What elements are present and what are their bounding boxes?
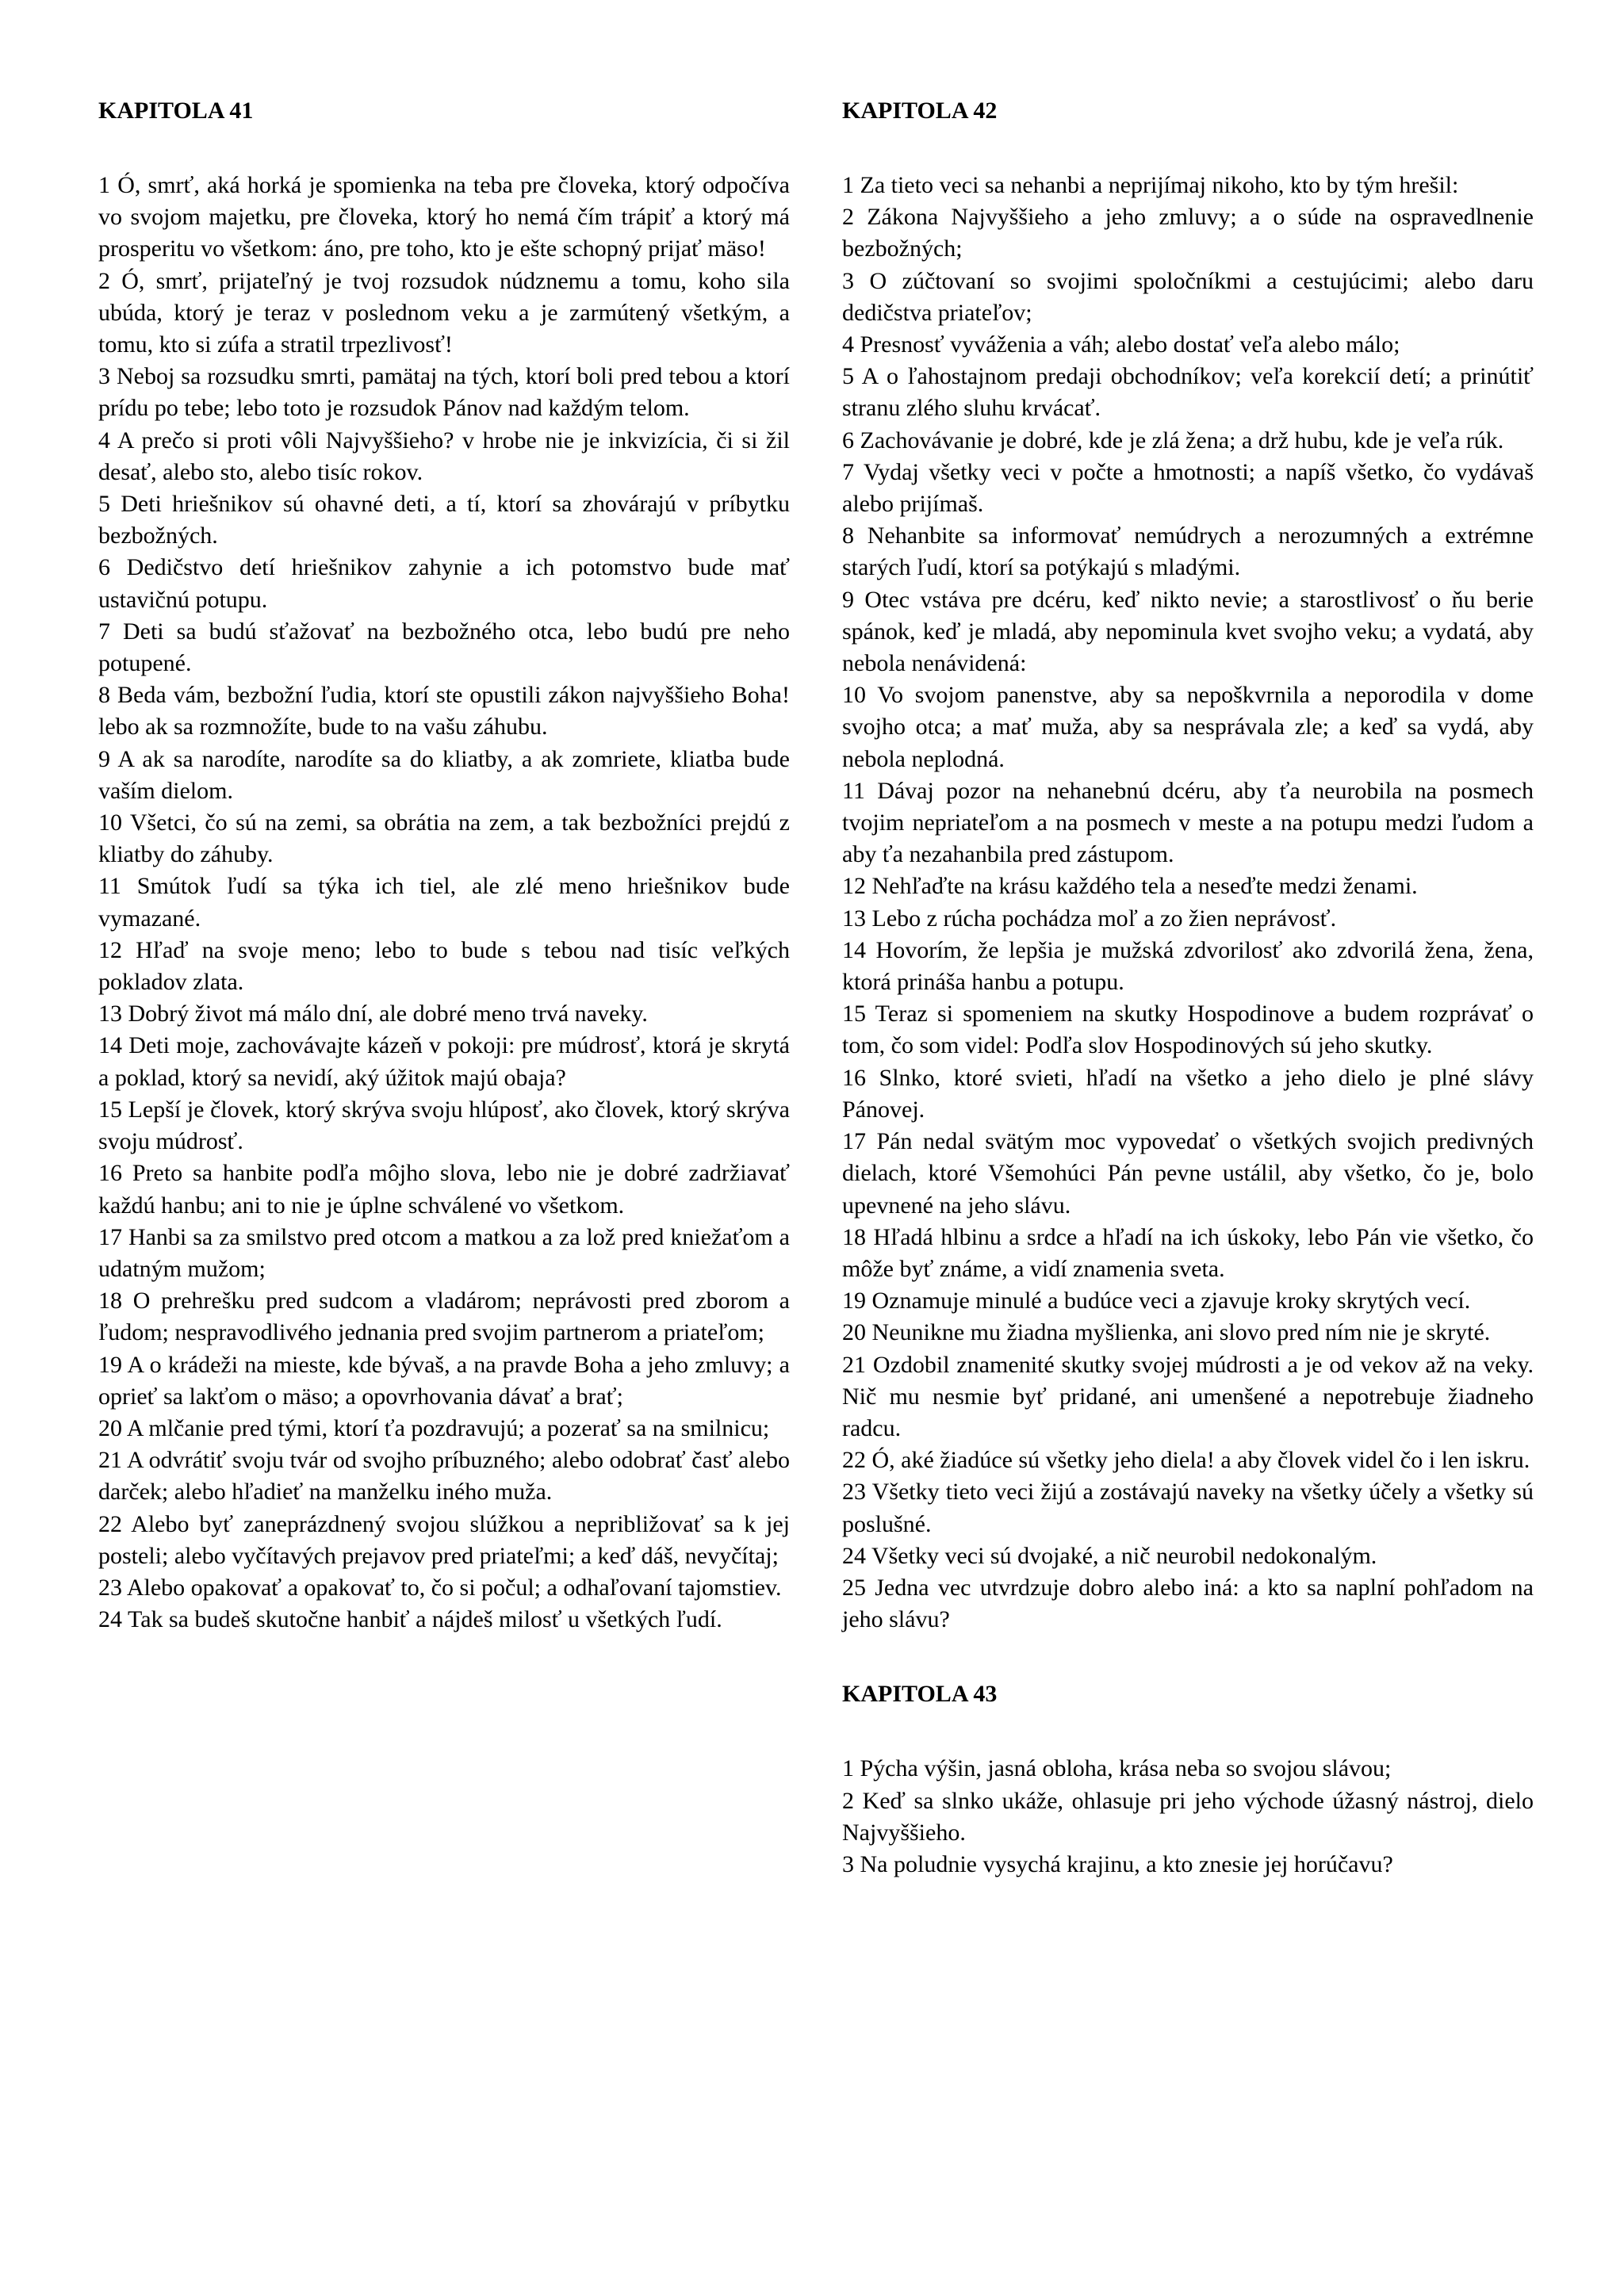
verse: 10 Všetci, čo sú na zemi, sa obrátia na zem, a tak bezbožníci prejdú z kliatby do záhuby. [98, 809, 790, 868]
verse: 13 Lebo z rúcha pochádza moľ a zo žien neprávosť. [842, 905, 1337, 932]
verse-list [842, 170, 1534, 1636]
verse: 8 Nehanbite sa informovať nemúdrych a nerozumných a extrémne starých ľudí, ktorí sa potýkajú s mladými. [842, 522, 1534, 581]
verse: 8 Beda vám, bezbožní ľudia, ktorí ste opustili zákon najvyššieho Boha! lebo ak sa rozmnožíte, bude to na vašu záhubu. [98, 682, 790, 740]
verse: 2 Ó, smrť, prijateľný je tvoj rozsudok núdznemu a tomu, koho sila ubúda, ktorý je teraz v poslednom veku a je zarmútený všetkým, a tomu, kto si zúfa a stratil trpezlivosť! [98, 267, 790, 358]
verse: 12 Nehľaďte na krásu každého tela a neseďte medzi ženami. [842, 873, 1418, 900]
verse: 23 Všetky tieto veci žijú a zostávajú naveky na všetky účely a všetky sú poslušné. [842, 1479, 1534, 1537]
verse: 24 Všetky veci sú dvojaké, a nič neurobil nedokonalým. [842, 1542, 1377, 1569]
verse: 2 Keď sa slnko ukáže, ohlasuje pri jeho východe úžasný nástroj, dielo Najvyššieho. [842, 1787, 1534, 1846]
left-column [98, 95, 790, 1636]
chapter-heading: KAPITOLA 43 [842, 1681, 998, 1708]
verse: 19 Oznamuje minulé a budúce veci a zjavuje kroky skrytých vecí. [842, 1288, 1471, 1314]
verse: 15 Teraz si spomeniem na skutky Hospodinove a budem rozprávať o tom, čo som videl: Podľa slov Hospodinových sú jeho skutky. [842, 1001, 1534, 1059]
verse: 6 Zachovávanie je dobré, kde je zlá žena; a drž hubu, kde je veľa rúk. [842, 427, 1504, 453]
verse: 18 O prehrešku pred sudcom a vladárom; neprávosti pred zborom a ľudom; nespravodlivého jednania pred svojim partnerom a priateľom; [98, 1288, 790, 1346]
chapter-heading: KAPITOLA 41 [98, 98, 254, 124]
verse: 22 Alebo byť zaneprázdnený svojou slúžkou a nepribližovať sa k jej posteli; alebo vyčítavých prejavov pred priateľmi; a keď dáš, nevyčítaj; [98, 1510, 790, 1569]
chapter-section [842, 1678, 1534, 1881]
verse: 15 Lepší je človek, ktorý skrýva svoju hlúposť, ako človek, ktorý skrýva svoju múdrosť. [98, 1096, 790, 1155]
verse: 11 Smútok ľudí sa týka ich tiel, ale zlé meno hriešnikov bude vymazané. [98, 873, 790, 932]
verse: 13 Dobrý život má málo dní, ale dobré meno trvá naveky. [98, 1001, 648, 1027]
right-column [842, 95, 1534, 1881]
verse: 6 Dedičstvo detí hriešnikov zahynie a ich potomstvo bude mať ustavičnú potupu. [98, 554, 790, 613]
chapter-heading: KAPITOLA 42 [842, 98, 998, 124]
verse: 23 Alebo opakovať a opakovať to, čo si počul; a odhaľovaní tajomstiev. [98, 1574, 782, 1601]
verse: 9 Otec vstáva pre dcéru, keď nikto nevie; a starostlivosť o ňu berie spánok, keď je mladá, aby nepominula kvet svojho veku; a vydatá, aby nebola nenávidená: [842, 586, 1534, 677]
verse: 7 Deti sa budú sťažovať na bezbožného otca, lebo budú pre neho potupené. [98, 618, 790, 677]
verse: 17 Pán nedal svätým moc vypovedať o všetkých svojich predivných dielach, ktoré Všemohúci Pán pevne ustálil, aby všetko, čo je, bolo upevnené na jeho slávu. [842, 1128, 1534, 1219]
verse: 3 Na poludnie vysychá krajinu, a kto znesie jej horúčavu? [842, 1850, 1393, 1877]
verse: 4 A prečo si proti vôli Najvyššieho? v hrobe nie je inkvizícia, či si žil desať, alebo sto, alebo tisíc rokov. [98, 427, 790, 485]
verse: 18 Hľadá hlbinu a srdce a hľadí na ich úskoky, lebo Pán vie všetko, čo môže byť známe, a vidí znamenia sveta. [842, 1223, 1534, 1282]
verse-list [98, 170, 790, 1636]
verse: 12 Hľaď na svoje meno; lebo to bude s tebou nad tisíc veľkých pokladov zlata. [98, 936, 790, 996]
verse: 19 A o krádeži na mieste, kde bývaš, a na pravde Boha a jeho zmluvy; a oprieť sa lakťom o mäso; a opovrhovania dávať a brať; [98, 1351, 790, 1410]
verse: 24 Tak sa budeš skutočne hanbiť a nájdeš milosť u všetkých ľudí. [98, 1606, 722, 1633]
verse: 25 Jedna vec utvrdzuje dobro alebo iná: a kto sa naplní pohľadom na jeho slávu? [842, 1574, 1534, 1633]
verse: 3 Neboj sa rozsudku smrti, pamätaj na tých, ktorí boli pred tebou a ktorí prídu po tebe; lebo toto je rozsudok Pánov nad každým telom. [98, 363, 790, 422]
verse: 21 Ozdobil znamenité skutky svojej múdrosti a je od vekov až na veky. Nič mu nesmie byť pridané, ani umenšené a nepotrebuje žiadneho radcu. [842, 1351, 1534, 1441]
verse: 4 Presnosť vyváženia a váh; alebo dostať veľa alebo málo; [842, 331, 1400, 358]
verse: 21 A odvrátiť svoju tvár od svojho príbuzného; alebo odobrať časť alebo darček; alebo hľadieť na manželku iného muža. [98, 1447, 790, 1506]
verse: 11 Dávaj pozor na nehanebnú dcéru, aby ťa neurobila na posmech tvojim nepriateľom a na posmech v meste a na potupu medzi ľudom a aby ťa nezahanbila pred zástupom. [842, 777, 1534, 868]
verse: 20 Neunikne mu žiadna myšlienka, ani slovo pred ním nie je skryté. [842, 1319, 1491, 1346]
verse-list [842, 1753, 1534, 1881]
verse: 17 Hanbi sa za smilstvo pred otcom a matkou a za lož pred kniežaťom a udatným mužom; [98, 1223, 790, 1282]
verse: 1 Pýcha výšin, jasná obloha, krása neba so svojou slávou; [842, 1755, 1392, 1782]
verse: 22 Ó, aké žiadúce sú všetky jeho diela! a aby človek videl čo i len iskru. [842, 1447, 1530, 1474]
verse: 5 A o ľahostajnom predaji obchodníkov; veľa korekcií detí; a prinútiť stranu zlého sluhu krvácať. [842, 363, 1534, 422]
verse: 2 Zákona Najvyššieho a jeho zmluvy; a o súde na ospravedlnenie bezbožných; [842, 204, 1534, 262]
verse: 9 A ak sa narodíte, narodíte sa do kliatby, a ak zomriete, kliatba bude vaším dielom. [98, 745, 790, 804]
verse: 1 Ó, smrť, aká horká je spomienka na teba pre človeka, ktorý odpočíva vo svojom majetku, pre človeka, ktorý ho nemá čím trápiť a ktorý má prosperitu vo všetkom: áno, pre toho, kto je ešte schopný prijať mäso! [98, 172, 790, 262]
verse: 5 Deti hriešnikov sú ohavné deti, a tí, ktorí sa zhovárajú v príbytku bezbožných. [98, 491, 790, 549]
verse: 7 Vydaj všetky veci v počte a hmotnosti; a napíš všetko, čo vydávaš alebo prijímaš. [842, 458, 1534, 518]
verse: 1 Za tieto veci sa nehanbi a neprijímaj nikoho, kto by tým hrešil: [842, 172, 1459, 198]
chapter-section [98, 95, 790, 1636]
verse: 3 O zúčtovaní so svojimi spoločníkmi a cestujúcimi; alebo daru dedičstva priateľov; [842, 267, 1534, 326]
verse: 14 Hovorím, že lepšia je mužská zdvorilosť ako zdvorilá žena, žena, ktorá prináša hanbu a potupu. [842, 936, 1534, 996]
verse: 20 A mlčanie pred tými, ktorí ťa pozdravujú; a pozerať sa na smilnicu; [98, 1414, 770, 1441]
verse: 16 Preto sa hanbite podľa môjho slova, lebo nie je dobré zadržiavať každú hanbu; ani to nie je úplne schválené vo všetkom. [98, 1160, 790, 1219]
verse: 10 Vo svojom panenstve, aby sa nepoškvrnila a neporodila v dome svojho otca; a mať muža, aby sa nesprávala zle; a keď sa vydá, aby nebola neplodná. [842, 682, 1534, 772]
chapter-section [842, 95, 1534, 1636]
verse: 16 Slnko, ktoré svieti, hľadí na všetko a jeho dielo je plné slávy Pánovej. [842, 1064, 1534, 1123]
verse: 14 Deti moje, zachovávajte kázeň v pokoji: pre múdrosť, ktorá je skrytá a poklad, ktorý sa nevidí, aký úžitok majú obaja? [98, 1032, 790, 1091]
